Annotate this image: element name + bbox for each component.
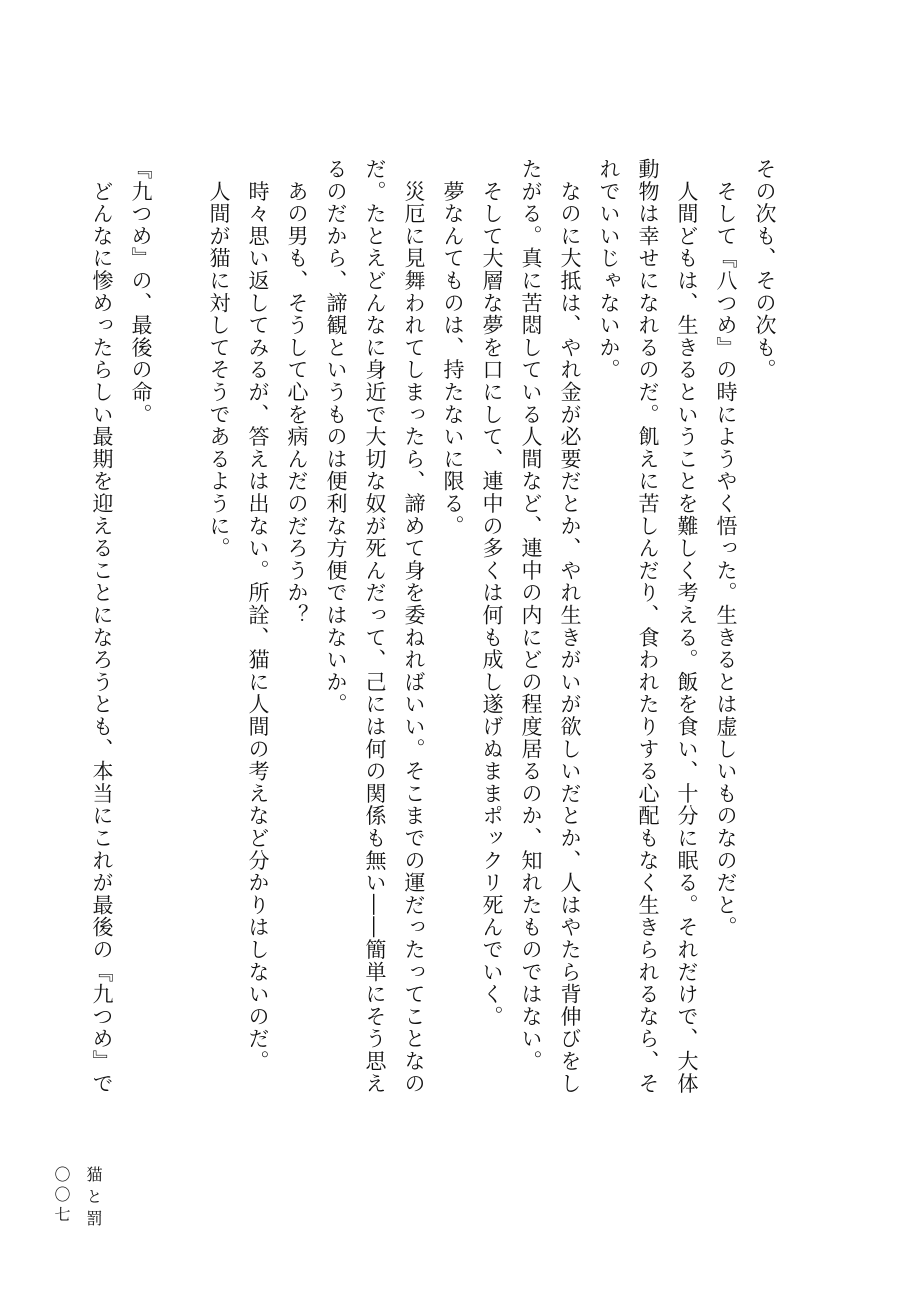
- text-line: そして『八つめ』の時にようやく悟った。生きるとは虚しいものなのだと。: [714, 180, 738, 939]
- text-line: れでいいじゃないか。: [597, 158, 621, 381]
- text-line: 動物は幸せになれるのだ。飢えに苦しんだり、食われたりする心配もなく生きられるなら、そ: [636, 158, 660, 1095]
- blank-line: [160, 158, 199, 1118]
- text-line: なのに大抵は、やれ金が必要だとか、やれ生きがいが欲しいだとか、人はやたら背伸びをし: [558, 180, 582, 1095]
- text-line: 災厄に見舞われてしまったら、諦めて身を委ねればいい。そこまでの運だったってことなの: [402, 180, 426, 1095]
- text-line: るのだから、諦観というものは便利な方便ではないか。: [324, 158, 348, 716]
- text-line: その次も、その次も。: [753, 158, 777, 381]
- text-line: あの男も、そうして心を病んだのだろうか？: [285, 180, 309, 627]
- text-line: どんなに惨めったらしい最期を迎えることになろうとも、本当にこれが最後の『九つめ』で: [90, 180, 114, 1095]
- text-line: だ。たとえどんなに身近で大切な奴が死んだって、己には何の関係も無い――簡単にそう思え: [363, 158, 387, 1095]
- text-line: そして大層な夢を口にして、連中の多くは何も成し遂げぬままポックリ死んでいく。: [480, 180, 504, 1028]
- page-number: 〇〇七: [52, 1166, 71, 1226]
- text-line: たがる。真に苦悶している人間など、連中の内にどの程度居るのか、知れたものではない。: [519, 158, 543, 1073]
- text-line: 人間が猫に対してそうであるように。: [207, 180, 231, 560]
- book-title: 猫と罰: [84, 1166, 103, 1232]
- body-text: [90, 158, 784, 1118]
- text-line: 夢なんてものは、持たないに限る。: [441, 180, 465, 538]
- text-line: 時々思い返してみるが、答えは出ない。所詮、猫に人間の考えなど分かりはしないのだ。: [246, 180, 270, 1073]
- text-line: 『九つめ』の、最後の命。: [129, 158, 153, 426]
- text-line: 人間どもは、生きるということを難しく考える。飯を食い、十分に眠る。それだけで、大体: [675, 180, 699, 1095]
